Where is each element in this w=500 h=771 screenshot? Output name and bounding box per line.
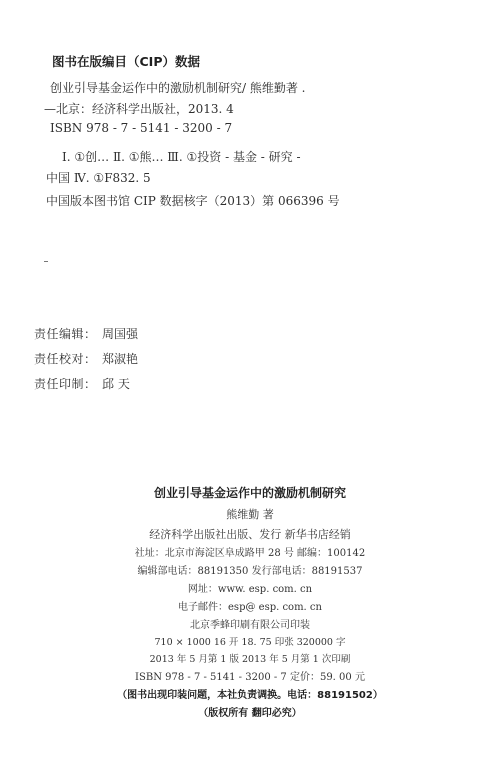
imprint-email: 电子邮件：esp@ esp. com. cn xyxy=(178,602,322,613)
imprint-notice: （图书出现印装问题，本社负责调换。电话：88191502） xyxy=(117,690,383,701)
cip-heading: 图书在版编目（CIP）数据 xyxy=(52,54,200,69)
staff-role: 责任校对： xyxy=(34,352,97,366)
imprint-publisher: 经济科学出版社出版、发行 新华书店经销 xyxy=(149,528,351,541)
staff-name: 邱 天 xyxy=(102,377,130,391)
stray-mark xyxy=(44,261,48,262)
staff-name: 郑淑艳 xyxy=(102,352,139,366)
imprint-rights: （版权所有 翻印必究） xyxy=(198,708,302,719)
staff-role: 责任编辑： xyxy=(34,327,97,341)
imprint-author: 熊维勤 著 xyxy=(226,508,274,521)
staff-name: 周国强 xyxy=(102,327,139,341)
imprint-address: 社址：北京市海淀区阜成路甲 28 号 邮编：100142 xyxy=(134,548,366,559)
cip-line-classification-cont: 中国 Ⅳ. ①F832. 5 xyxy=(46,171,151,185)
imprint-printer: 北京季蜂印刷有限公司印装 xyxy=(190,620,310,631)
staff-row-proofreader xyxy=(34,350,138,367)
imprint-isbn-price: ISBN 978 - 7 - 5141 - 3200 - 7 定价：59. 00 元 xyxy=(135,672,365,683)
imprint-website: 网址：www. esp. com. cn xyxy=(187,584,313,595)
imprint-edition: 2013 年 5 月第 1 版 2013 年 5 月第 1 次印刷 xyxy=(149,654,351,665)
cip-line-record-number: 中国版本图书馆 CIP 数据核字（2013）第 066396 号 xyxy=(46,194,340,208)
imprint-specs: 710 × 1000 16 开 18. 75 印张 320000 字 xyxy=(154,637,346,648)
staff-row-editor xyxy=(34,325,138,342)
book-title: 创业引导基金运作中的激励机制研究 xyxy=(153,486,346,500)
cip-line-isbn: ISBN 978 - 7 - 5141 - 3200 - 7 xyxy=(50,121,233,135)
cip-line-title: 创业引导基金运作中的激励机制研究/ 熊维勤著 . xyxy=(50,81,306,95)
staff-role: 责任印制： xyxy=(34,377,97,391)
staff-row-printing xyxy=(34,375,130,392)
cip-line-classification: Ⅰ. ①创… Ⅱ. ①熊… Ⅲ. ①投资 - 基金 - 研究 - xyxy=(62,150,301,164)
imprint-phones: 编辑部电话：88191350 发行部电话：88191537 xyxy=(137,566,363,577)
cip-line-publisher: —北京：经济科学出版社，2013. 4 xyxy=(44,102,234,116)
